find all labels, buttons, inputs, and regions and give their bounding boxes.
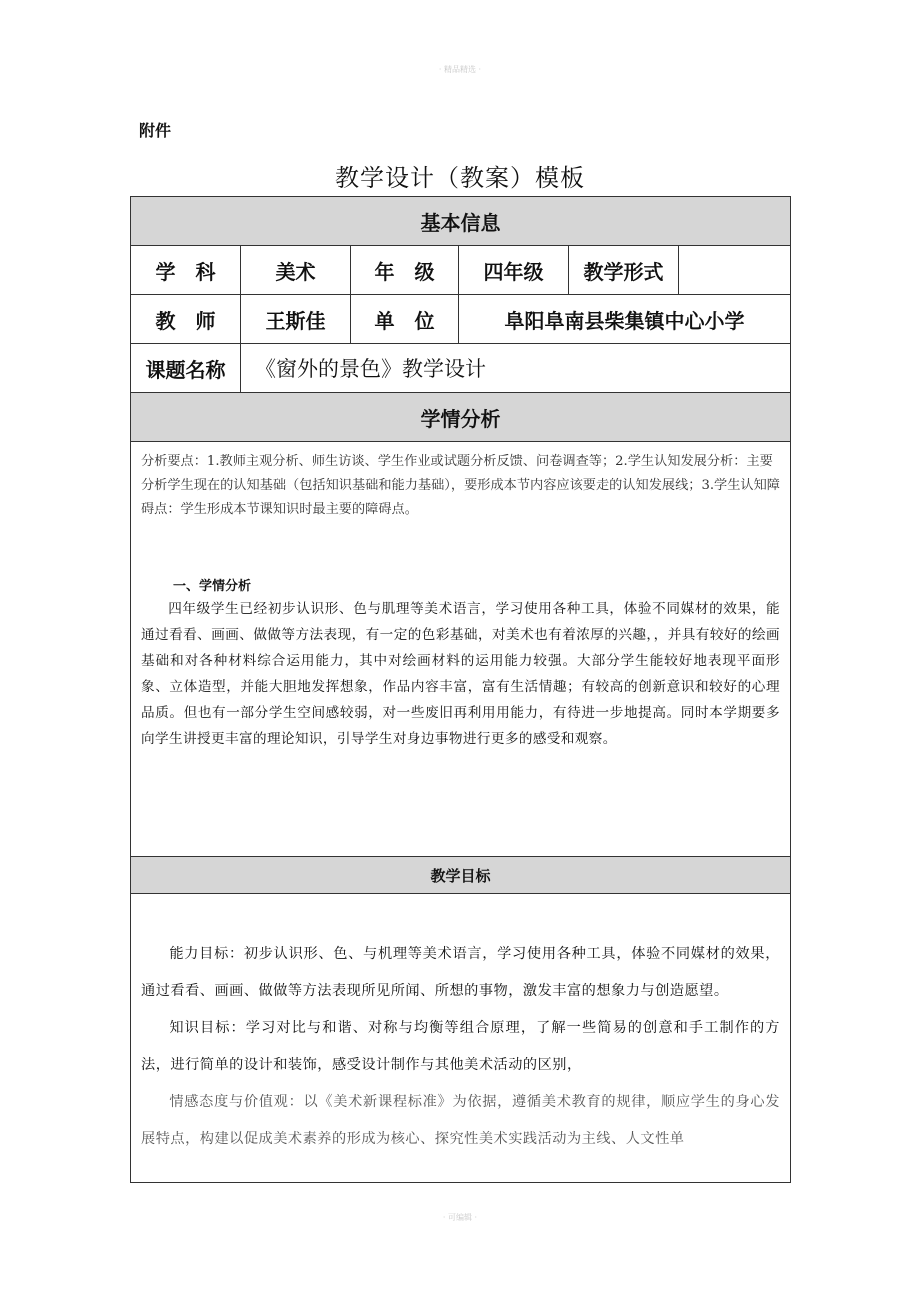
teaching-form-label: 教学形式 — [569, 246, 679, 295]
teacher-label: 教 师 — [131, 295, 241, 344]
analysis-paragraph: 四年级学生已经初步认识形、色与肌理等美术语言，学习使用各种工具，体验不同媒材的效果，能通过看看、画画、做做等方法表现，有一定的色彩基础，对美术也有着浓厚的兴趣，，并具有较好的绘画基础和对各种材料综合运用能力，其中对绘画材料的运用能力较强。大部分学生能较好地表现平面形象、立体造型，并能大胆地发挥想象，作品内容丰富，富有生活情趣；有较高的创新意识和较好的心理品质。但也有一部分学生空间感较弱，对一些废旧再利用用能力，有待进一步地提高。同时本学期要多向学生讲授更丰富的理论知识，引导学生对身边事物进行更多的感受和观察。 — [141, 601, 780, 747]
objectives-body — [131, 894, 791, 1183]
learner-analysis-heading: 学情分析 — [131, 393, 791, 442]
teacher-value: 王斯佳 — [241, 295, 351, 344]
subject-label: 学 科 — [131, 246, 241, 295]
teaching-form-value — [679, 246, 791, 295]
unit-value: 阜阳阜南县柴集镇中心小学 — [459, 295, 791, 344]
header-watermark: · 精品精选 · — [438, 65, 482, 74]
topic-label: 课题名称 — [131, 344, 241, 393]
analysis-requirements: 分析要点：1.教师主观分析、师生访谈、学生作业或试题分析反馈、问卷调查等；2.学生认知发展分析：主要分析学生现在的认知基础（包括知识基础和能力基础），要形成本节内容应该要走的认知发展线；3.学生认知障碍点：学生形成本节课知识时最主要的障碍点。 — [141, 454, 780, 517]
subject-value: 美术 — [241, 246, 351, 295]
footer-watermark: · 可编辑 · — [442, 1213, 478, 1222]
analysis-subheading: 一、学情分析 — [173, 579, 252, 594]
grade-value: 四年级 — [459, 246, 569, 295]
emotion-objective: 情感态度与价值观：以《美术新课程标准》为依据，遵循美术教育的规律，顺应学生的身心发展特点，构建以促成美术素养的形成为核心、探究性美术实践活动为主线、人文性单 — [141, 1094, 780, 1147]
ability-objective: 能力目标：初步认识形、色、与机理等美术语言，学习使用各种工具，体验不同媒材的效果，通过看看、画画、做做等方法表现所见所闻、所想的事物，激发丰富的想象力与创造愿望。 — [141, 946, 780, 999]
document-title: 教学设计（教案）模板 — [335, 164, 585, 192]
grade-label: 年 级 — [351, 246, 459, 295]
topic-value: 《窗外的景色》教学设计 — [241, 344, 791, 393]
lesson-plan-table — [130, 196, 791, 1183]
unit-label: 单 位 — [351, 295, 459, 344]
attachment-label: 附件 — [139, 121, 172, 140]
learner-analysis-body — [131, 442, 791, 857]
knowledge-objective: 知识目标：学习对比与和谐、对称与均衡等组合原理，了解一些简易的创意和手工制作的方法，进行简单的设计和装饰，感受设计制作与其他美术活动的区别， — [141, 1020, 780, 1073]
basic-info-heading: 基本信息 — [131, 197, 791, 246]
objectives-heading: 教学目标 — [131, 857, 791, 894]
